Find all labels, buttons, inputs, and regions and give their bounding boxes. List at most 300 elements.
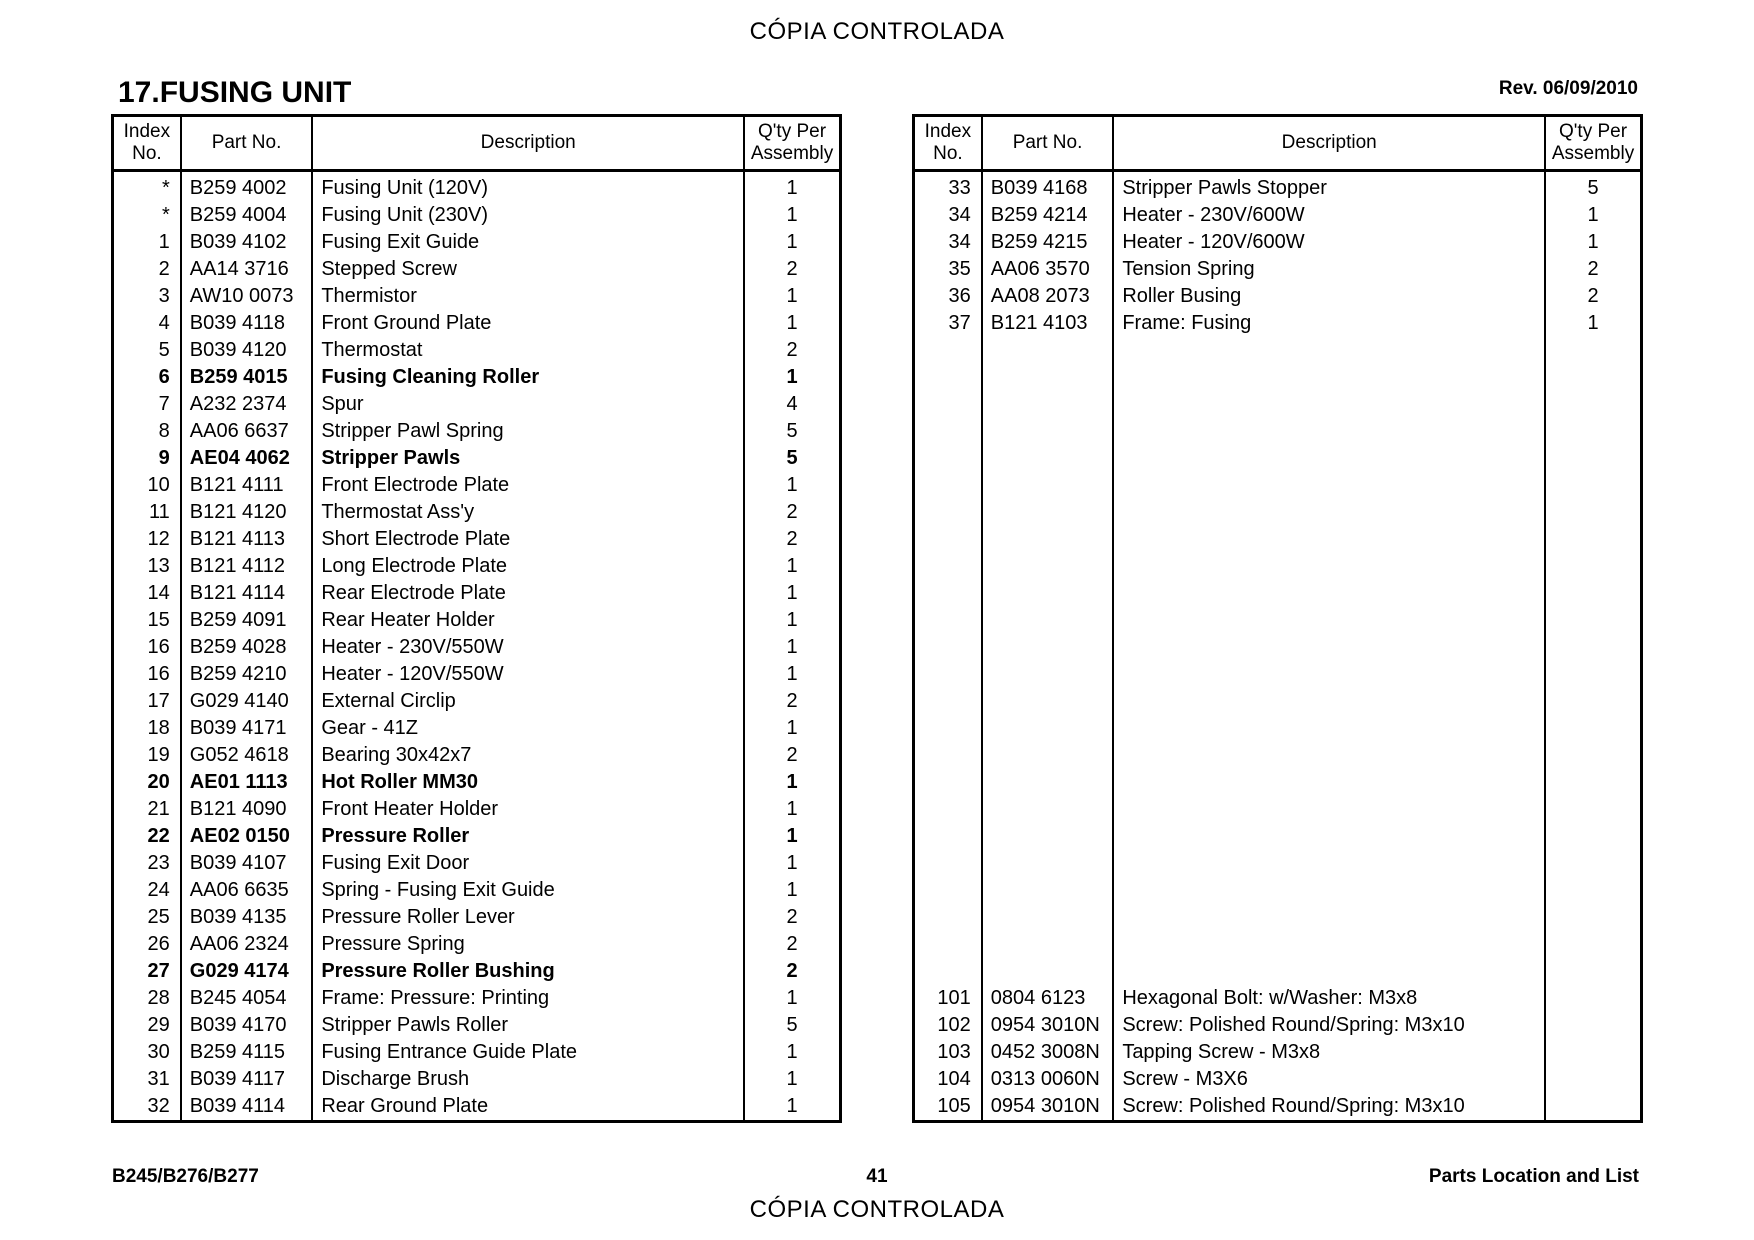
qty-cell: 2	[744, 499, 840, 526]
description-cell: Pressure Spring	[312, 931, 744, 958]
index-cell	[914, 742, 982, 769]
part-no-cell	[982, 931, 1114, 958]
part-no-cell	[982, 688, 1114, 715]
qty-cell	[1545, 877, 1641, 904]
table-row	[914, 634, 1642, 661]
table-row	[113, 985, 841, 1012]
table-row	[914, 580, 1642, 607]
table-row	[113, 607, 841, 634]
index-cell: 16	[147, 663, 170, 685]
qty-cell	[1545, 337, 1641, 364]
qty-cell	[1545, 364, 1641, 391]
index-cell	[914, 661, 982, 688]
header-qty-line2: Assembly	[750, 143, 834, 164]
description-cell: Front Heater Holder	[312, 796, 744, 823]
description-cell: Gear - 41Z	[312, 715, 744, 742]
revision-date: Rev. 06/09/2010	[1498, 78, 1638, 99]
part-no-cell: B039 4135	[181, 904, 313, 931]
table-row	[113, 688, 841, 715]
description-cell: Spring - Fusing Exit Guide	[312, 877, 744, 904]
index-cell: 8	[158, 420, 170, 442]
description-cell	[1113, 715, 1545, 742]
index-cell: 28	[147, 987, 170, 1009]
table-row	[113, 661, 841, 688]
index-cell: 103	[937, 1041, 971, 1063]
header-qty-line2: Assembly	[1551, 143, 1635, 164]
qty-cell	[1545, 1012, 1641, 1039]
page-title: 17.FUSING UNIT	[118, 76, 352, 109]
description-cell: Stripper Pawls	[312, 445, 744, 472]
table-row	[113, 202, 841, 229]
qty-cell	[1545, 391, 1641, 418]
table-row	[914, 823, 1642, 850]
description-cell	[1113, 742, 1545, 769]
index-cell: 34	[948, 204, 971, 226]
index-cell: 105	[937, 1095, 971, 1117]
table-row	[113, 337, 841, 364]
table-row	[113, 391, 841, 418]
description-cell: Front Electrode Plate	[312, 472, 744, 499]
description-cell: Heater - 230V/600W	[1113, 202, 1545, 229]
qty-cell	[1545, 1066, 1641, 1093]
part-no-cell: B039 4102	[181, 229, 313, 256]
description-cell	[1113, 526, 1545, 553]
qty-cell: 1	[744, 985, 840, 1012]
part-no-cell	[982, 580, 1114, 607]
table-row	[113, 418, 841, 445]
qty-cell: 2	[744, 526, 840, 553]
description-cell	[1113, 850, 1545, 877]
part-no-cell: 0313 0060N	[982, 1066, 1114, 1093]
index-cell: 12	[147, 528, 170, 550]
description-cell: Rear Electrode Plate	[312, 580, 744, 607]
header-qty	[744, 116, 840, 171]
part-no-cell	[982, 661, 1114, 688]
qty-cell	[1545, 580, 1641, 607]
table-row	[914, 904, 1642, 931]
parts-table-right-body	[914, 171, 1642, 1122]
table-row	[914, 283, 1642, 310]
table-row	[914, 337, 1642, 364]
part-no-cell: AA08 2073	[982, 283, 1114, 310]
table-row	[914, 171, 1642, 203]
index-cell: 32	[147, 1095, 170, 1117]
watermark-top: CÓPIA CONTROLADA	[749, 18, 1005, 45]
part-no-cell: 0804 6123	[982, 985, 1114, 1012]
table-row	[914, 742, 1642, 769]
description-cell: Fusing Unit (120V)	[312, 171, 744, 203]
table-row	[914, 310, 1642, 337]
description-cell: Stepped Screw	[312, 256, 744, 283]
part-no-cell: B039 4118	[181, 310, 313, 337]
index-cell: 104	[937, 1068, 971, 1090]
qty-cell	[1545, 1093, 1641, 1122]
qty-cell: 2	[1545, 256, 1641, 283]
index-cell	[914, 931, 982, 958]
header-qty-line1: Q'ty Per	[758, 121, 827, 142]
description-cell	[1113, 661, 1545, 688]
part-no-cell: B039 4120	[181, 337, 313, 364]
index-cell: 18	[147, 717, 170, 739]
description-cell: Screw: Polished Round/Spring: M3x10	[1113, 1012, 1545, 1039]
description-cell	[1113, 688, 1545, 715]
header-index-line1: Index	[123, 121, 171, 142]
description-cell: Tension Spring	[1113, 256, 1545, 283]
part-no-cell: B259 4002	[181, 171, 313, 203]
table-row	[914, 391, 1642, 418]
description-cell: Stripper Pawls Stopper	[1113, 171, 1545, 203]
index-cell: 21	[147, 798, 170, 820]
description-cell	[1113, 931, 1545, 958]
parts-table-right	[912, 114, 1643, 1123]
part-no-cell: 0954 3010N	[982, 1012, 1114, 1039]
header-part-no: Part No.	[181, 116, 313, 171]
part-no-cell: B259 4210	[181, 661, 313, 688]
part-no-cell: B259 4215	[982, 229, 1114, 256]
part-no-cell: B121 4090	[181, 796, 313, 823]
qty-cell: 1	[744, 607, 840, 634]
index-cell: 5	[158, 339, 170, 361]
table-row	[113, 445, 841, 472]
part-no-cell: 0452 3008N	[982, 1039, 1114, 1066]
table-row	[914, 769, 1642, 796]
table-row	[113, 310, 841, 337]
watermark-bottom: CÓPIA CONTROLADA	[749, 1196, 1005, 1223]
qty-cell: 1	[744, 661, 840, 688]
qty-cell: 2	[744, 904, 840, 931]
part-no-cell: AE02 0150	[181, 823, 313, 850]
description-cell	[1113, 337, 1545, 364]
table-row	[113, 499, 841, 526]
description-cell: Frame: Fusing	[1113, 310, 1545, 337]
table-row	[113, 904, 841, 931]
qty-cell: 5	[1545, 171, 1641, 203]
qty-cell	[1545, 796, 1641, 823]
table-row	[113, 931, 841, 958]
table-row	[914, 1012, 1642, 1039]
index-cell: 10	[147, 474, 170, 496]
part-no-cell: AA06 3570	[982, 256, 1114, 283]
header-qty	[1545, 116, 1641, 171]
qty-cell: 1	[744, 171, 840, 203]
table-row	[113, 580, 841, 607]
index-cell	[914, 364, 982, 391]
qty-cell	[1545, 715, 1641, 742]
index-cell: 35	[948, 258, 971, 280]
index-cell: 31	[147, 1068, 170, 1090]
index-cell	[914, 850, 982, 877]
index-cell: 3	[158, 285, 170, 307]
index-cell	[914, 904, 982, 931]
part-no-cell	[982, 715, 1114, 742]
description-cell: Hot Roller MM30	[312, 769, 744, 796]
qty-cell: 5	[744, 445, 840, 472]
qty-cell	[1545, 850, 1641, 877]
part-no-cell: B259 4004	[181, 202, 313, 229]
table-row	[914, 661, 1642, 688]
table-row	[113, 1093, 841, 1122]
index-cell	[914, 823, 982, 850]
qty-cell: 1	[744, 580, 840, 607]
qty-cell: 2	[744, 742, 840, 769]
description-cell: Pressure Roller	[312, 823, 744, 850]
qty-cell: 2	[744, 958, 840, 985]
description-cell	[1113, 796, 1545, 823]
qty-cell	[1545, 931, 1641, 958]
header-qty-line1: Q'ty Per	[1559, 121, 1628, 142]
table-row	[914, 1066, 1642, 1093]
table-row	[914, 607, 1642, 634]
index-cell: 4	[158, 312, 170, 334]
description-cell: Tapping Screw - M3x8	[1113, 1039, 1545, 1066]
header-description: Description	[1113, 116, 1545, 171]
table-row	[914, 472, 1642, 499]
index-cell	[914, 580, 982, 607]
index-cell: 19	[147, 744, 170, 766]
description-cell: Stripper Pawl Spring	[312, 418, 744, 445]
header-index	[914, 116, 982, 171]
table-row	[113, 229, 841, 256]
qty-cell: 5	[744, 418, 840, 445]
part-no-cell: G052 4618	[181, 742, 313, 769]
part-no-cell: B121 4120	[181, 499, 313, 526]
qty-cell: 1	[744, 229, 840, 256]
index-cell: 2	[158, 258, 170, 280]
table-row	[113, 715, 841, 742]
part-no-cell: B259 4115	[181, 1039, 313, 1066]
description-cell: Hexagonal Bolt: w/Washer: M3x8	[1113, 985, 1545, 1012]
table-row	[113, 364, 841, 391]
index-cell	[914, 337, 982, 364]
table-row	[914, 553, 1642, 580]
part-no-cell	[982, 553, 1114, 580]
part-no-cell: B245 4054	[181, 985, 313, 1012]
description-cell	[1113, 904, 1545, 931]
description-cell: Rear Heater Holder	[312, 607, 744, 634]
index-cell: 34	[948, 231, 971, 253]
qty-cell: 4	[744, 391, 840, 418]
part-no-cell	[982, 418, 1114, 445]
index-cell: 6	[158, 366, 170, 388]
table-row	[113, 796, 841, 823]
index-cell: *	[161, 177, 170, 199]
qty-cell	[1545, 769, 1641, 796]
part-no-cell	[982, 850, 1114, 877]
header-index-line1: Index	[924, 121, 972, 142]
table-row	[113, 171, 841, 203]
part-no-cell: B121 4112	[181, 553, 313, 580]
part-no-cell: A232 2374	[181, 391, 313, 418]
part-no-cell	[982, 904, 1114, 931]
table-row	[113, 1066, 841, 1093]
qty-cell	[1545, 742, 1641, 769]
part-no-cell	[982, 823, 1114, 850]
index-cell: 23	[147, 852, 170, 874]
part-no-cell: AW10 0073	[181, 283, 313, 310]
qty-cell	[1545, 472, 1641, 499]
description-cell	[1113, 823, 1545, 850]
qty-cell	[1545, 526, 1641, 553]
table-row	[914, 364, 1642, 391]
description-cell: Fusing Exit Guide	[312, 229, 744, 256]
index-cell: 14	[147, 582, 170, 604]
index-cell: 11	[149, 501, 170, 523]
header-index	[113, 116, 181, 171]
table-row	[914, 688, 1642, 715]
part-no-cell: AE01 1113	[181, 769, 313, 796]
description-cell: Spur	[312, 391, 744, 418]
part-no-cell	[982, 607, 1114, 634]
table-row	[113, 1012, 841, 1039]
description-cell	[1113, 877, 1545, 904]
description-cell	[1113, 958, 1545, 985]
description-cell: Pressure Roller Bushing	[312, 958, 744, 985]
qty-cell	[1545, 958, 1641, 985]
qty-cell	[1545, 499, 1641, 526]
part-no-cell: AA14 3716	[181, 256, 313, 283]
description-cell	[1113, 499, 1545, 526]
table-row	[914, 877, 1642, 904]
table-row	[113, 742, 841, 769]
description-cell: Thermostat Ass'y	[312, 499, 744, 526]
description-cell	[1113, 445, 1545, 472]
qty-cell: 1	[744, 364, 840, 391]
index-cell	[914, 877, 982, 904]
part-no-cell: B259 4028	[181, 634, 313, 661]
qty-cell: 1	[744, 202, 840, 229]
part-no-cell	[982, 769, 1114, 796]
qty-cell: 1	[744, 769, 840, 796]
index-cell: 101	[937, 987, 971, 1009]
qty-cell: 1	[744, 823, 840, 850]
index-cell: 102	[937, 1014, 971, 1036]
table-row	[113, 256, 841, 283]
qty-cell: 1	[744, 850, 840, 877]
qty-cell	[1545, 1039, 1641, 1066]
table-row	[914, 985, 1642, 1012]
index-cell: 26	[147, 933, 170, 955]
qty-cell	[1545, 607, 1641, 634]
index-cell: *	[161, 204, 170, 226]
index-cell	[914, 715, 982, 742]
index-cell: 27	[147, 960, 170, 982]
part-no-cell	[982, 472, 1114, 499]
part-no-cell	[982, 445, 1114, 472]
index-cell	[914, 688, 982, 715]
description-cell: Discharge Brush	[312, 1066, 744, 1093]
table-row	[113, 283, 841, 310]
table-header-row	[113, 116, 841, 171]
part-no-cell	[982, 958, 1114, 985]
part-no-cell: B121 4114	[181, 580, 313, 607]
part-no-cell: B039 4107	[181, 850, 313, 877]
part-no-cell: B259 4015	[181, 364, 313, 391]
description-cell: Heater - 120V/550W	[312, 661, 744, 688]
qty-cell: 1	[1545, 229, 1641, 256]
description-cell: Screw - M3X6	[1113, 1066, 1545, 1093]
description-cell	[1113, 391, 1545, 418]
index-cell	[914, 607, 982, 634]
index-cell: 17	[147, 690, 170, 712]
table-row	[914, 958, 1642, 985]
index-cell	[914, 796, 982, 823]
description-cell: Fusing Exit Door	[312, 850, 744, 877]
part-no-cell: B259 4214	[982, 202, 1114, 229]
description-cell: Roller Busing	[1113, 283, 1545, 310]
table-row	[113, 823, 841, 850]
qty-cell: 2	[744, 931, 840, 958]
qty-cell: 1	[744, 472, 840, 499]
part-no-cell	[982, 796, 1114, 823]
part-no-cell	[982, 337, 1114, 364]
index-cell: 37	[948, 312, 971, 334]
qty-cell: 1	[1545, 202, 1641, 229]
table-row	[113, 1039, 841, 1066]
index-cell: 22	[147, 825, 170, 847]
table-row	[914, 1039, 1642, 1066]
index-cell: 33	[948, 177, 971, 199]
part-no-cell	[982, 499, 1114, 526]
part-no-cell: B121 4103	[982, 310, 1114, 337]
part-no-cell: AA06 6637	[181, 418, 313, 445]
description-cell: Short Electrode Plate	[312, 526, 744, 553]
table-row	[914, 931, 1642, 958]
qty-cell: 1	[744, 1066, 840, 1093]
qty-cell: 2	[744, 256, 840, 283]
qty-cell: 2	[1545, 283, 1641, 310]
description-cell: Bearing 30x42x7	[312, 742, 744, 769]
table-row	[914, 229, 1642, 256]
qty-cell: 2	[744, 337, 840, 364]
description-cell: Thermistor	[312, 283, 744, 310]
description-cell: Screw: Polished Round/Spring: M3x10	[1113, 1093, 1545, 1122]
table-row	[113, 526, 841, 553]
index-cell: 1	[158, 231, 170, 253]
qty-cell: 1	[744, 1039, 840, 1066]
index-cell	[914, 472, 982, 499]
qty-cell	[1545, 985, 1641, 1012]
part-no-cell: B039 4168	[982, 171, 1114, 203]
header-index-line2: No.	[933, 143, 963, 164]
part-no-cell	[982, 634, 1114, 661]
qty-cell	[1545, 553, 1641, 580]
table-row	[914, 526, 1642, 553]
footer-section: Parts Location and List	[1428, 1166, 1639, 1187]
part-no-cell: B039 4171	[181, 715, 313, 742]
qty-cell: 1	[744, 283, 840, 310]
index-cell	[914, 418, 982, 445]
qty-cell: 1	[744, 1093, 840, 1122]
table-row	[914, 418, 1642, 445]
table-row	[113, 769, 841, 796]
table-row	[914, 499, 1642, 526]
description-cell: Thermostat	[312, 337, 744, 364]
table-row	[113, 634, 841, 661]
index-cell	[914, 499, 982, 526]
part-no-cell: 0954 3010N	[982, 1093, 1114, 1122]
table-row	[914, 445, 1642, 472]
footer-page-number: 41	[866, 1166, 888, 1187]
table-row	[113, 553, 841, 580]
description-cell	[1113, 580, 1545, 607]
qty-cell: 1	[1545, 310, 1641, 337]
description-cell: Stripper Pawls Roller	[312, 1012, 744, 1039]
index-cell: 36	[948, 285, 971, 307]
qty-cell	[1545, 688, 1641, 715]
index-cell: 30	[147, 1041, 170, 1063]
description-cell	[1113, 769, 1545, 796]
table-row	[113, 850, 841, 877]
